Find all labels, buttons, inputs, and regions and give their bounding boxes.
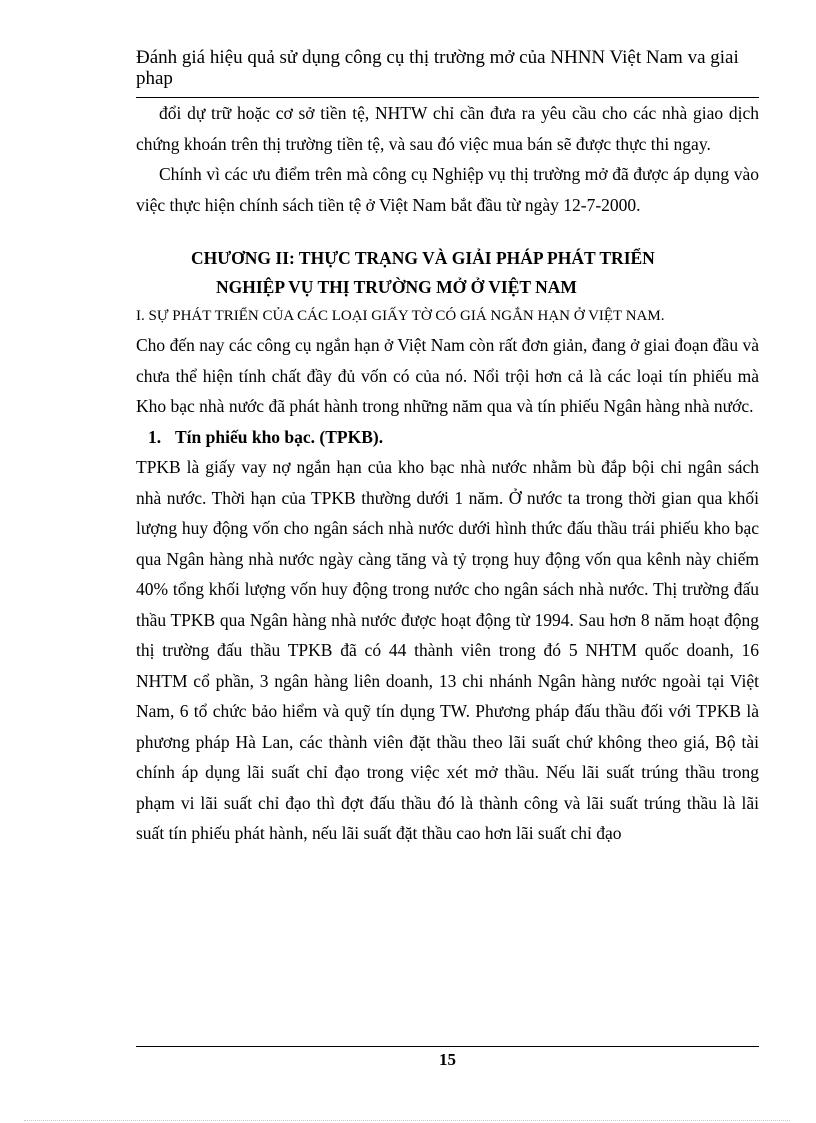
subheading-text: Tín phiếu kho bạc. (TPKB). [175,426,384,447]
paragraph-section: Cho đến nay các công cụ ngắn hạn ở Việt Nam còn rất đơn giản, đang ở giai đoạn đầu và chưa thể hiện tính chất đầy đủ vốn có của nó. Nổi trội hơn cả là các loại tín phiếu mà Kho bạc nhà nước đã phát hành trong những năm qua và tín phiếu Ngân hàng nhà nước. [136,335,759,416]
running-header: Đánh giá hiệu quả sử dụng công cụ thị trường mở của NHNN Việt Nam va giai phap [136,47,739,89]
page-number: 15 [439,1050,456,1069]
paragraph-intro: Chính vì các ưu điểm trên mà công cụ Nghiệp vụ thị trường mở đã được áp dụng vào việc thực hiện chính sách tiền tệ ở Việt Nam bắt đầu từ ngày 12-7-2000. [136,164,759,215]
page-edge-line [24,1120,790,1121]
section-heading: I. SỰ PHÁT TRIỂN CỦA CÁC LOẠI GIẤY TỜ CÓ GIÁ NGẮN HẠN Ở VIỆT NAM. [136,308,665,324]
subheading-number: 1. [148,426,162,447]
chapter-title-line-1: CHƯƠNG II: THỰC TRẠNG VÀ GIẢI PHÁP PHÁT TRIỂN [191,248,655,268]
chapter-title-line-2: NGHIỆP VỤ THỊ TRƯỜNG MỞ Ở VIỆT NAM [216,277,577,297]
paragraph-tpkb: TPKB là giấy vay nợ ngắn hạn của kho bạc nhà nước nhằm bù đắp bội chi ngân sách nhà nước. Thời hạn của TPKB thường dưới 1 năm. Ở nước ta trong thời gian qua khối lượng huy động vốn cho ngân sách nhà nước dưới hình thức đấu thầu trái phiếu kho bạc qua Ngân hàng nhà nước ngày càng tăng và tỷ trọng huy động vốn qua kênh này chiếm 40% tổng khối lượng vốn huy động trong nước cho ngân sách nhà nước. Thị trường đấu thầu TPKB qua Ngân hàng nhà nước được hoạt động từ 1994. Sau hơn 8 năm hoạt động thị trường đấu thầu TPKB đã có 44 thành viên trong đó 5 NHTM quốc doanh, 16 NHTM cổ phần, 3 ngân hàng liên doanh, 13 chi nhánh Ngân hàng nước ngoài tại Việt Nam, 6 tổ chức bảo hiểm và quỹ tín dụng TW. Phương pháp đấu thầu đối với TPKB là phương pháp Hà Lan, các thành viên đặt thầu theo lãi suất chứ không theo giá, Bộ tài chính áp dụng lãi suất chỉ đạo trong việc xét mở thầu. Nếu lãi suất trúng thầu trong phạm vi lãi suất chỉ đạo thì đợt đấu thầu đó là thành công và lãi suất trúng thầu là lãi suất tín phiếu phát hành, nếu lãi suất đặt thầu cao hơn lãi suất chỉ đạo [136,457,759,843]
subheading [136,422,759,453]
document-body [136,98,759,849]
paragraph-continued: đổi dự trữ hoặc cơ sở tiền tệ, NHTW chỉ cần đưa ra yêu cầu cho các nhà giao dịch chứng khoán trên thị trường tiền tệ, và sau đó việc mua bán sẽ được thực thi ngay. [136,103,759,154]
footer-divider [136,1046,759,1047]
